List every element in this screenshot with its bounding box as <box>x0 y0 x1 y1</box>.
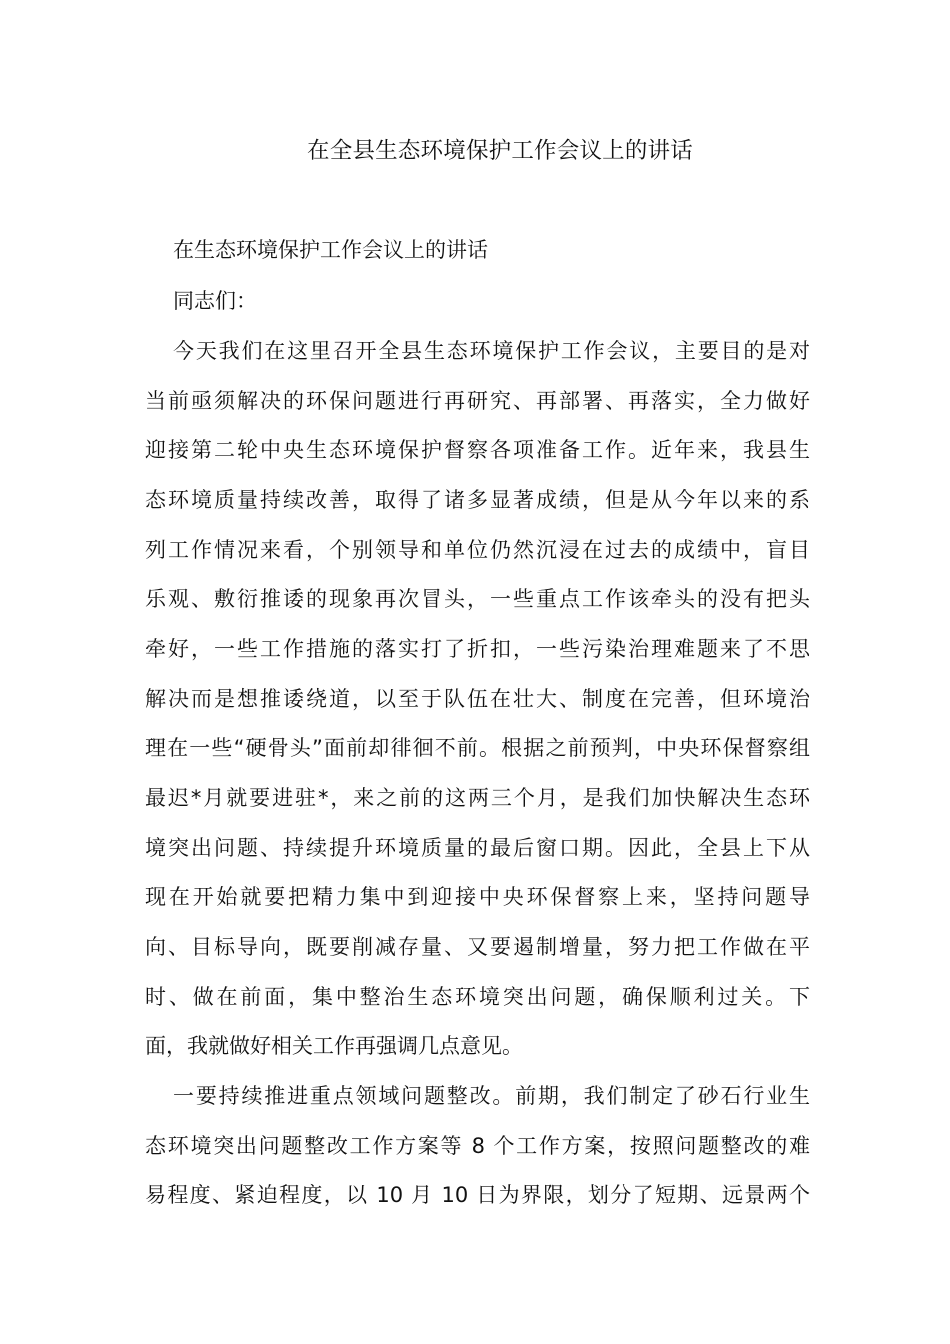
salutation-line: 同志们： <box>173 289 257 313</box>
paragraph-line: 迎接第二轮中央生态环境保护督察各项准备工作。近年来，我县生 <box>145 438 810 462</box>
paragraph-line: 一要持续推进重点领域问题整改。前期，我们制定了砂石行业生 <box>173 1084 810 1108</box>
paragraph-line: 牵好，一些工作措施的落实打了折扣，一些污染治理难题来了不思 <box>145 637 810 661</box>
document-title: 在全县生态环境保护工作会议上的讲话 <box>307 138 693 164</box>
paragraph-line: 面，我就做好相关工作再强调几点意见。 <box>145 1034 523 1058</box>
paragraph-line: 易程度、紧迫程度，以 10 月 10 日为界限，划分了短期、远景两个 <box>145 1183 810 1207</box>
paragraph-line: 今天我们在这里召开全县生态环境保护工作会议，主要目的是对 <box>173 339 810 363</box>
paragraph-line: 境突出问题、持续提升环境质量的最后窗口期。因此，全县上下从 <box>145 836 810 860</box>
paragraph-line: 态环境质量持续改善，取得了诸多显著成绩，但是从今年以来的系 <box>145 488 810 512</box>
paragraph-line: 当前亟须解决的环保问题进行再研究、再部署、再落实，全力做好 <box>145 389 810 413</box>
paragraph-line: 现在开始就要把精力集中到迎接中央环保督察上来，坚持问题导 <box>145 885 810 909</box>
paragraph-line: 时、做在前面，集中整治生态环境突出问题，确保顺利过关。下 <box>145 985 810 1009</box>
subtitle-line: 在生态环境保护工作会议上的讲话 <box>173 238 488 262</box>
paragraph-line: 最迟*月就要进驻*，来之前的这两三个月，是我们加快解决生态环 <box>145 786 810 810</box>
paragraph-line: 理在一些“硬骨头”面前却徘徊不前。根据之前预判，中央环保督察组 <box>145 736 810 760</box>
paragraph-line: 乐观、敷衍推诿的现象再次冒头，一些重点工作该牵头的没有把头 <box>145 587 810 611</box>
paragraph-line: 解决而是想推诿绕道，以至于队伍在壮大、制度在完善，但环境治 <box>145 687 810 711</box>
paragraph-line: 向、目标导向，既要削减存量、又要遏制增量，努力把工作做在平 <box>145 935 810 959</box>
paragraph-line: 列工作情况来看，个别领导和单位仍然沉浸在过去的成绩中，盲目 <box>145 538 810 562</box>
paragraph-line: 态环境突出问题整改工作方案等 8 个工作方案，按照问题整改的难 <box>145 1134 810 1158</box>
